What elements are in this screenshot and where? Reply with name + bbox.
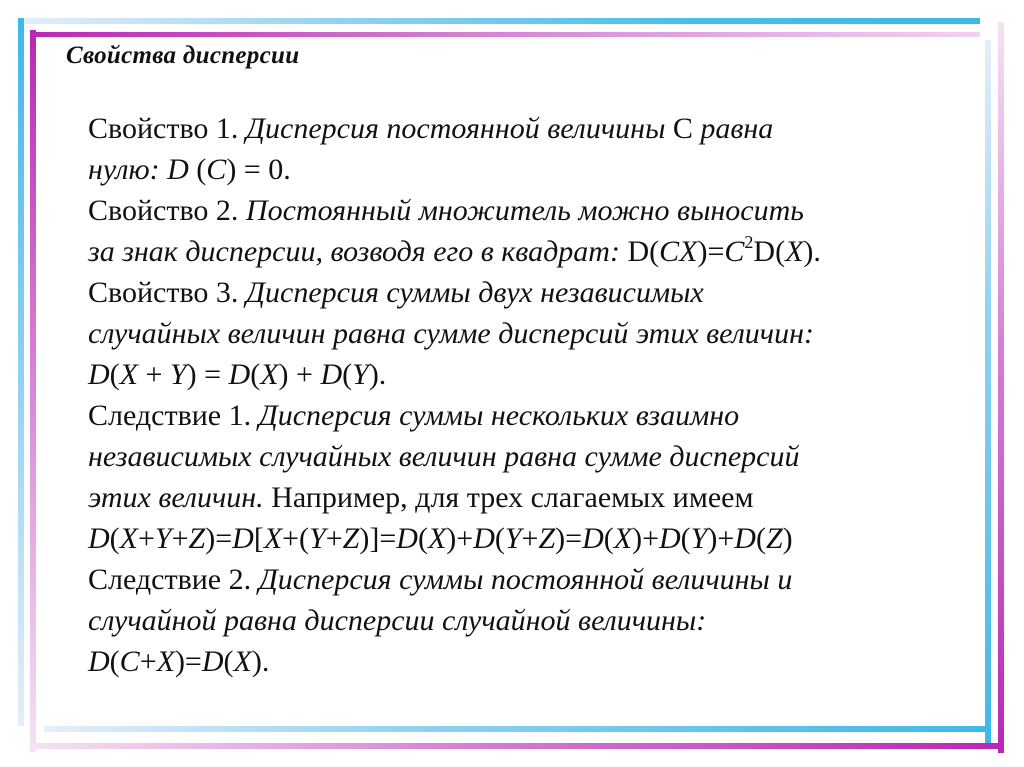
- text-run: X: [233, 645, 252, 678]
- text-run: Z: [342, 522, 360, 555]
- text-run: )=: [205, 522, 233, 555]
- text-run: (: [342, 358, 353, 391]
- text-run: +: [171, 522, 189, 555]
- text-run: C: [206, 153, 227, 186]
- text-run: Дисперсия суммы нескольких взаимно: [258, 399, 740, 432]
- text-run: (: [250, 358, 261, 391]
- text-run: C: [119, 645, 140, 678]
- text-run: +(: [282, 522, 310, 555]
- bottom-magenta-border: [30, 743, 1004, 749]
- text-run: D: [734, 522, 756, 555]
- text-line: [88, 231, 968, 272]
- text-line: [88, 108, 968, 149]
- text-run: )+: [446, 522, 474, 555]
- text-run: Y: [154, 522, 172, 555]
- text-run: Y: [352, 358, 369, 391]
- text-run: D: [753, 235, 776, 268]
- text-run: Z: [188, 522, 206, 555]
- text-run: X: [119, 522, 138, 555]
- text-run: CX: [659, 235, 698, 268]
- text-run: C: [724, 235, 745, 268]
- text-run: +: [325, 522, 343, 555]
- text-run: )=: [555, 522, 583, 555]
- superscript: 2: [744, 232, 754, 253]
- text-run: Z: [765, 522, 783, 555]
- text-line: [88, 600, 968, 641]
- text-run: (: [109, 522, 120, 555]
- text-run: Свойство 3.: [88, 276, 246, 309]
- text-run: ).: [803, 235, 821, 268]
- text-run: X: [785, 235, 804, 268]
- top-cyan-border: [18, 18, 980, 24]
- text-line: [88, 477, 968, 518]
- text-run: (: [494, 522, 505, 555]
- text-run: нулю:: [88, 153, 168, 186]
- text-run: ).: [368, 358, 387, 391]
- text-run: X: [427, 522, 447, 555]
- text-run: )=: [174, 645, 202, 678]
- text-run: Свойство 1.: [88, 112, 246, 145]
- text-run: (: [223, 645, 234, 678]
- text-run: D: [627, 235, 650, 268]
- text-run: (: [109, 358, 120, 391]
- text-run: X: [119, 358, 138, 391]
- text-run: (: [680, 522, 691, 555]
- text-line: [88, 559, 968, 600]
- text-line: [88, 149, 968, 190]
- text-run: Y: [169, 358, 187, 391]
- text-run: (: [417, 522, 428, 555]
- text-run: Следствие 2.: [88, 563, 259, 596]
- text-run: D: [320, 358, 343, 391]
- text-run: (: [755, 522, 766, 555]
- text-run: ) = 0.: [226, 153, 291, 186]
- properties-text: [88, 108, 968, 682]
- text-run: Y: [690, 522, 708, 555]
- text-run: Постоянный множитель можно выносить: [245, 194, 804, 227]
- text-run: ).: [251, 645, 270, 678]
- right-magenta-border: [998, 22, 1004, 753]
- text-run: (: [109, 645, 120, 678]
- text-run: (: [603, 522, 614, 555]
- text-line: [88, 436, 968, 477]
- text-run: +: [521, 522, 539, 555]
- text-line: [88, 641, 968, 682]
- slide-title: Свойства дисперсии: [66, 42, 300, 69]
- text-run: (: [649, 235, 660, 268]
- text-run: +: [139, 645, 157, 678]
- text-run: X: [156, 645, 175, 678]
- text-run: Y: [309, 522, 326, 555]
- text-run: Следствие 1.: [88, 399, 259, 432]
- left-cyan-border: [18, 18, 24, 726]
- text-run: D: [167, 153, 189, 186]
- text-run: )]=: [359, 522, 397, 555]
- text-run: этих величин.: [88, 481, 272, 514]
- text-run: D: [88, 358, 110, 391]
- text-run: случайных величин равна сумме дисперсий этих величин:: [88, 317, 814, 350]
- text-line: [88, 272, 968, 313]
- text-line: [88, 313, 968, 354]
- text-run: D: [201, 645, 224, 678]
- text-run: за знак дисперсии, возводя его в квадрат:: [88, 235, 628, 268]
- text-run: D: [396, 522, 418, 555]
- text-line: [88, 518, 968, 559]
- text-run: +: [138, 522, 155, 555]
- bottom-cyan-border: [44, 726, 990, 732]
- left-magenta-border: [30, 30, 36, 752]
- text-run: D: [88, 522, 110, 555]
- text-line: [88, 395, 968, 436]
- text-line: [88, 190, 968, 231]
- text-run: независимых случайных величин равна сумме дисперсий: [88, 440, 800, 473]
- top-magenta-border: [30, 32, 980, 37]
- text-run: ) =: [186, 358, 229, 391]
- text-run: D: [582, 522, 604, 555]
- text-run: ) +: [278, 358, 321, 391]
- text-run: Свойство 2.: [88, 194, 246, 227]
- text-run: X: [613, 522, 633, 555]
- text-run: ): [782, 522, 793, 555]
- text-run: Дисперсия постоянной величины: [245, 112, 673, 145]
- text-run: D: [228, 358, 251, 391]
- text-run: [: [253, 522, 264, 555]
- text-run: Z: [538, 522, 556, 555]
- text-run: Y: [504, 522, 522, 555]
- text-run: )=: [697, 235, 725, 268]
- text-run: Дисперсия суммы двух независимых: [245, 276, 704, 309]
- text-run: +: [138, 358, 170, 391]
- text-run: случайной равна дисперсии случайной величины:: [88, 604, 707, 637]
- text-run: (: [775, 235, 786, 268]
- text-line: [88, 354, 968, 395]
- text-run: (: [188, 153, 207, 186]
- text-run: Дисперсия суммы постоянной величины и: [258, 563, 793, 596]
- text-run: X: [260, 358, 279, 391]
- text-run: D: [473, 522, 495, 555]
- text-run: )+: [707, 522, 735, 555]
- text-run: Например, для трех слагаемых имеем: [271, 481, 754, 514]
- right-cyan-border: [985, 40, 991, 746]
- text-run: равна: [692, 112, 774, 145]
- text-run: C: [672, 112, 693, 145]
- text-run: X: [263, 522, 283, 555]
- text-run: )+: [632, 522, 659, 555]
- text-run: D: [232, 522, 254, 555]
- text-run: D: [659, 522, 681, 555]
- text-run: D: [88, 645, 110, 678]
